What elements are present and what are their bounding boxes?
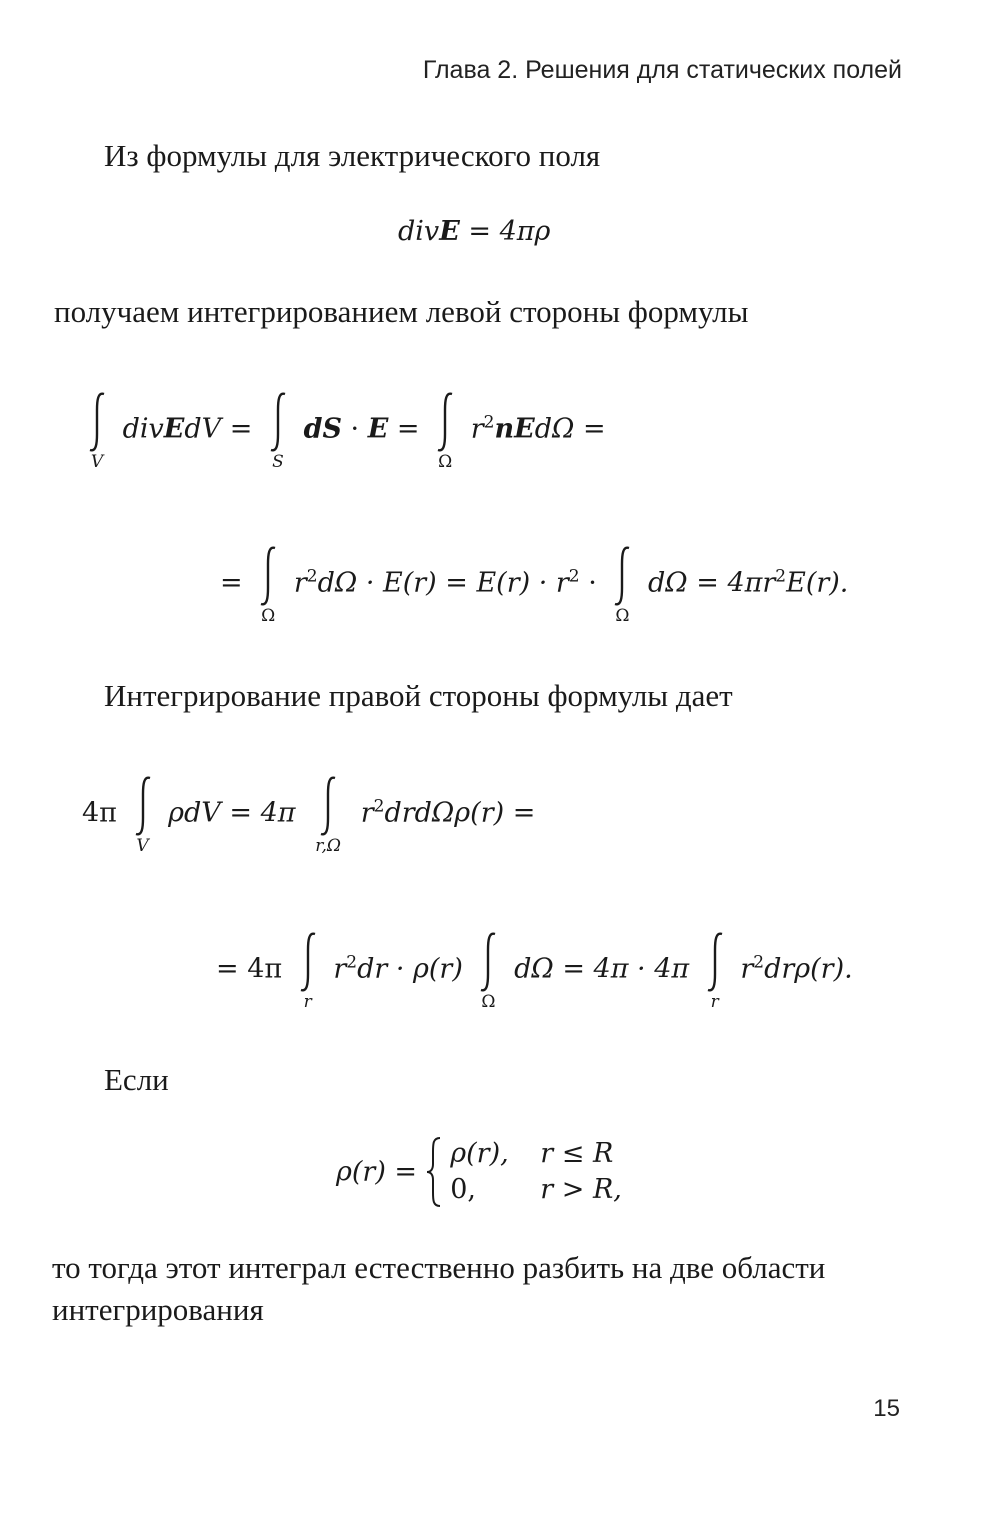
integral-sign [265,390,291,470]
eq5-mid2: dΩ = 4π · 4π [514,953,690,985]
case2-value: 0, [450,1174,477,1205]
eq4-sup: 2 [373,796,385,817]
eq2-ds: dS [303,413,342,445]
eq2-domega: dΩ = [534,413,606,445]
paragraph-split-line2: интегрирования [52,1292,264,1327]
integral-sign [475,930,501,1010]
eq4-lead: 4π [82,797,117,829]
eq5-lead: = 4π [216,953,283,985]
eq3-r: r [293,567,307,599]
page-number: 15 [873,1395,900,1422]
limit-r: r [303,992,312,1012]
left-brace-icon [426,1136,442,1208]
eq5-sup2: 2 [753,952,765,973]
paragraph-right-side: Интегрирование правой стороны формулы дает [104,678,733,713]
paragraph-left-side: получаем интегрированием левой стороны формулы [54,294,749,329]
eq2-e: E [163,413,185,445]
limit-v: V [90,452,104,472]
paragraph-if: Если [104,1062,169,1097]
eq1-div: div [398,216,440,247]
equation-piecewise-rho [336,1136,622,1208]
equation-div-e [398,216,550,247]
eq3-lead: = [220,567,243,599]
limit-omega: Ω [481,992,496,1012]
case1-condition: r ≤ R [540,1138,614,1169]
limit-omega: Ω [261,606,276,626]
limit-omega: Ω [438,452,453,472]
cases-block [450,1136,622,1208]
eq5-mid: dr · ρ(r) [357,953,463,985]
limit-r-omega: r,Ω [315,836,341,856]
case-row [450,1172,622,1208]
eq2-dv: dV = [184,413,253,445]
equation-left-integral-result [220,544,848,624]
integral-sign [255,544,281,624]
eq4-r: r [360,797,374,829]
eq6-lhs: ρ(r) = [336,1156,418,1188]
limit-omega: Ω [615,606,630,626]
equation-right-integral [82,774,535,854]
eq5-end: drρ(r). [764,953,853,985]
eq1-rhs: = 4πρ [459,216,551,247]
limit-v: V [136,836,149,856]
eq2-e2: E [367,413,389,445]
eq4-rest: drdΩρ(r) = [384,797,536,829]
eq3-end: E(r). [786,567,849,599]
integral-sign [295,930,321,1010]
eq3-sup1: 2 [306,566,318,587]
integral-sign [609,544,635,624]
eq3-sup3: 2 [775,566,787,587]
paragraph-split-line1: то тогда этот интеграл естественно разбить на две области [52,1250,826,1285]
equation-left-integral [80,390,606,470]
eq5-r2: r [740,953,754,985]
integral-sign [702,930,728,1010]
eq2-eq: = [396,413,420,445]
eq1-e: E [439,216,460,247]
eq2-ne: nE [494,413,535,445]
limit-s: S [272,452,284,472]
case-row [450,1136,622,1172]
running-header: Глава 2. Решения для статических полей [422,56,902,84]
integral-sign [308,774,348,854]
eq3-sup2: 2 [568,566,580,587]
integral-sign [84,390,110,470]
eq2-div: div [122,413,164,445]
integral-sign [432,390,458,470]
eq5-r: r [333,953,347,985]
eq2-r: r [470,413,484,445]
eq3-mid: dΩ · E(r) = E(r) · r [317,567,569,599]
equation-right-integral-result [216,930,853,1010]
eq3-rhs: dΩ = 4πr [648,567,776,599]
eq4-rho-dv: ρdV = 4π [168,797,296,829]
eq5-sup1: 2 [346,952,358,973]
integral-sign [130,774,156,854]
eq2-dot: · [350,413,360,445]
limit-r: r [710,992,719,1012]
eq2-sup: 2 [483,412,495,433]
paragraph-intro: Из формулы для электрического поля [104,138,601,173]
case1-value: ρ(r), [450,1138,509,1169]
case2-condition: r > R, [540,1174,622,1205]
eq3-dot: · [588,567,597,599]
